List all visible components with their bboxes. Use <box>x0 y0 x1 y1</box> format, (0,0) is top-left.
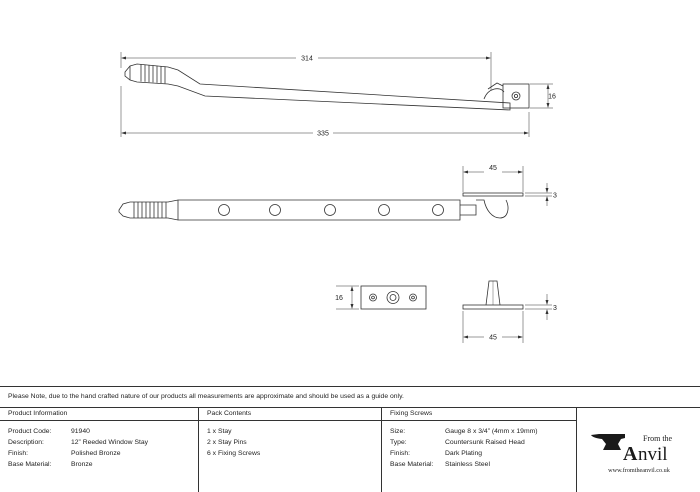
row-value: 91940 <box>71 428 90 435</box>
fixing-screws-heading: Fixing Screws <box>382 408 576 421</box>
product-code-row <box>8 426 198 437</box>
dim-label-16-right: 16 <box>548 93 556 101</box>
row-label: Description: <box>8 439 44 446</box>
row-label: Finish: <box>390 450 411 457</box>
dim-label-3-top: 3 <box>553 192 557 200</box>
fixing-screws-section <box>382 408 577 492</box>
row-value: Gauge 8 x 3/4” (4mm x 19mm) <box>445 428 538 435</box>
pin-plate-front <box>361 286 426 309</box>
row-value: Stainless Steel <box>445 461 490 468</box>
row-label: Product Code: <box>8 428 52 435</box>
logo-brand-initial: A <box>623 443 638 465</box>
stay-pin-side <box>463 281 523 309</box>
product-information-section <box>0 408 199 492</box>
dim-label-16-left: 16 <box>335 295 343 302</box>
dim-label-45-top: 45 <box>489 165 497 172</box>
row-value: Polished Bronze <box>71 450 121 457</box>
logo-brand-rest: nvil <box>638 444 668 465</box>
screw-size-row <box>390 426 576 437</box>
finish-row <box>8 448 198 459</box>
product-information-heading: Product Information <box>0 408 198 421</box>
disclaimer-note: Please Note, due to the hand crafted nature of our products all measurements are approximate and should be used as a guide only. <box>0 386 700 408</box>
stay-side-view <box>119 193 523 220</box>
pack-contents-section <box>199 408 382 492</box>
stay-top-view <box>125 64 529 110</box>
row-value: Countersunk Raised Head <box>445 439 525 446</box>
screw-finish-row <box>390 448 576 459</box>
row-label: Finish: <box>8 450 29 457</box>
description-row <box>8 437 198 448</box>
dim-label-45-bottom: 45 <box>489 334 497 342</box>
pack-contents-heading: Pack Contents <box>199 408 381 421</box>
dim-label-3-bottom: 3 <box>553 305 557 312</box>
row-label: Size: <box>390 428 406 435</box>
screw-type-row <box>390 437 576 448</box>
info-table <box>0 408 700 492</box>
dim-label-314: 314 <box>301 55 313 63</box>
row-value: Dark Plating <box>445 450 483 457</box>
dim-label-335: 335 <box>317 130 329 138</box>
anvil-logo <box>577 408 700 492</box>
pack-item: 6 x Fixing Screws <box>207 450 261 457</box>
row-value: Bronze <box>71 461 93 468</box>
base-material-row <box>8 459 198 470</box>
pack-item: 1 x Stay <box>207 428 232 435</box>
logo-tagline: From the <box>643 434 673 443</box>
pack-item: 2 x Stay Pins <box>207 439 247 446</box>
screw-material-row <box>390 459 576 470</box>
dimension-3-bottom <box>525 294 552 320</box>
row-label: Type: <box>390 439 407 446</box>
anvil-icon <box>591 434 625 450</box>
dimension-335 <box>121 86 529 137</box>
dimension-3-top <box>525 183 552 206</box>
row-label: Base Material: <box>8 461 52 468</box>
logo-url: www.fromtheanvil.co.uk <box>608 467 670 474</box>
brand-logo-section <box>577 408 700 492</box>
row-label: Base Material: <box>390 461 434 468</box>
row-value: 12” Reeded Window Stay <box>71 439 149 446</box>
